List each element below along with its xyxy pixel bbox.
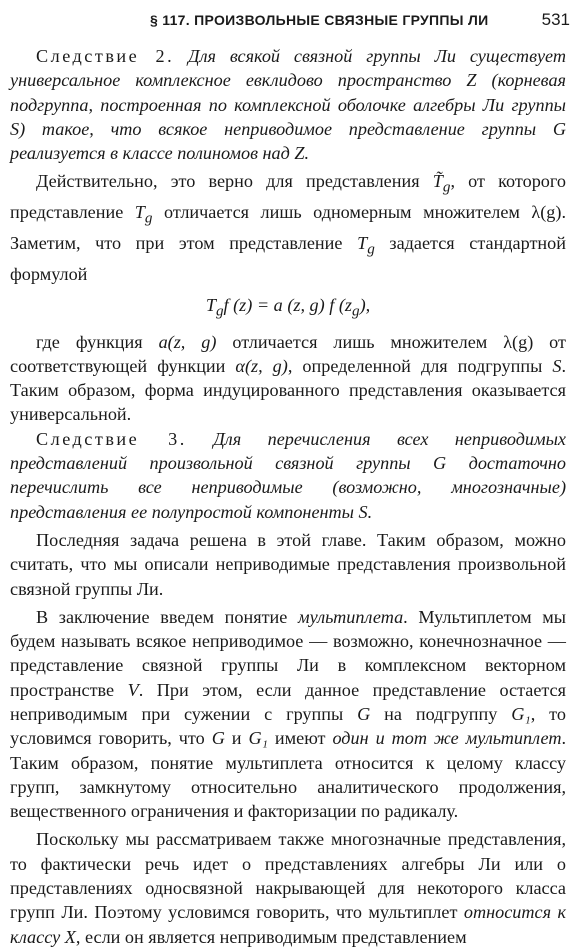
- p4-o: . Таким образом, понятие мультиплета относится к целому классу групп, замкнутому относительно аналитического продолжения, вещественного ограничения и факторизации по радикалу.: [10, 728, 567, 822]
- p4-f: G: [357, 703, 371, 724]
- p4-n: один и тот же мультиплет: [332, 728, 562, 749]
- p4-m: имеют: [267, 728, 333, 749]
- corollary-2: [10, 44, 566, 165]
- corollary-3-label: Следствие 3.: [36, 428, 187, 449]
- formula-lhs: $T_gf$ (z) = a (z, g) f $(z_g)$,: [205, 294, 371, 320]
- t-g-2: $T_g$: [357, 233, 375, 258]
- p4-j: G: [211, 728, 225, 749]
- p2-f: S: [552, 355, 562, 376]
- p5-a: Поскольку мы рассматриваем также многозначные представления, то фактически речь идет о представлениях алгебры Ли или о представлениях односвязной накрывающей для некоторого класса групп Ли. Поэтому условимся говорить, что мультиплет: [10, 829, 566, 923]
- p1-c: отличается лишь одномерным множителем λ(g). Заметим, что при этом представление: [10, 202, 566, 254]
- p2-g: . Таким образом, форма индуцированного представления оказывается универсальной.: [10, 355, 566, 425]
- p2-a: где функция: [36, 331, 159, 352]
- paragraph-3: Последняя задача решена в этой главе. Таким образом, можно считать, что мы описали неприводимые представления произвольной связной группы Ли.: [10, 529, 566, 599]
- p4-k: и: [224, 728, 249, 749]
- p4-d: V: [127, 679, 139, 700]
- p1-d: задается стандартной формулой: [10, 233, 566, 285]
- p2-c: отличается лишь множителем λ(g) от соответствующей функции: [10, 331, 566, 376]
- page-body: [10, 44, 566, 949]
- corollary-3: [10, 427, 566, 524]
- p2-d: α(z, g): [235, 355, 288, 376]
- paragraph-5: [10, 827, 566, 948]
- p1-a: Действительно, это верно для представления: [36, 171, 433, 192]
- p5-c: , если он является неприводимым представлением: [75, 926, 467, 947]
- p4-c: . Мультиплетом мы будем называть всякое неприводимое — возможно, конечнозначное — представление связной группы Ли в комплексном векторном пространстве: [10, 606, 566, 700]
- paragraph-4: [10, 605, 566, 824]
- p4-e: . При этом, если данное представление остается неприводимым при сужении с группы: [10, 679, 566, 724]
- p4-a: В заключение введем понятие: [36, 606, 299, 627]
- p4-l: G₁: [248, 728, 268, 749]
- formula: [10, 293, 566, 324]
- p1-b: , от которого представление: [10, 171, 566, 223]
- p4-g: на подгруппу: [370, 703, 512, 724]
- running-header: [0, 8, 580, 34]
- t-g-1: $T_g$: [134, 202, 153, 228]
- p4-i: , то условимся говорить, что: [10, 703, 566, 749]
- paragraph-2: [10, 330, 566, 427]
- p2-b: a(z, g): [158, 331, 217, 352]
- tilde-t-g: $T̃_g$: [432, 171, 451, 197]
- page-number: 531: [541, 10, 570, 29]
- paragraph-1: [10, 169, 566, 286]
- p2-e: , определенной для подгруппы: [287, 355, 553, 376]
- corollary-2-label: Следствие 2.: [36, 46, 175, 66]
- corollary-3-text: Для перечисления всех неприводимых представлений произвольной связной группы G достаточно перечислить все неприводимые (возможно, многозначные) представления ее полупростой компоненты S.: [10, 428, 566, 522]
- p4-h: G₁: [511, 703, 531, 724]
- p5-b: относится к классу X: [10, 902, 567, 947]
- running-title: § 117. ПРОИЗВОЛЬНЫЕ СВЯЗНЫЕ ГРУППЫ ЛИ: [150, 12, 489, 28]
- corollary-2-text: Для всякой связной группы Ли существует универсальное комплексное евклидово пространство Z (корневая подгруппа, построенная по комплексной оболочке алгебры Ли группы S) такое, что всякое неприводимое представление группы G реализуется в классе полиномов над Z.: [10, 46, 566, 164]
- p4-b: мультиплета: [298, 606, 404, 627]
